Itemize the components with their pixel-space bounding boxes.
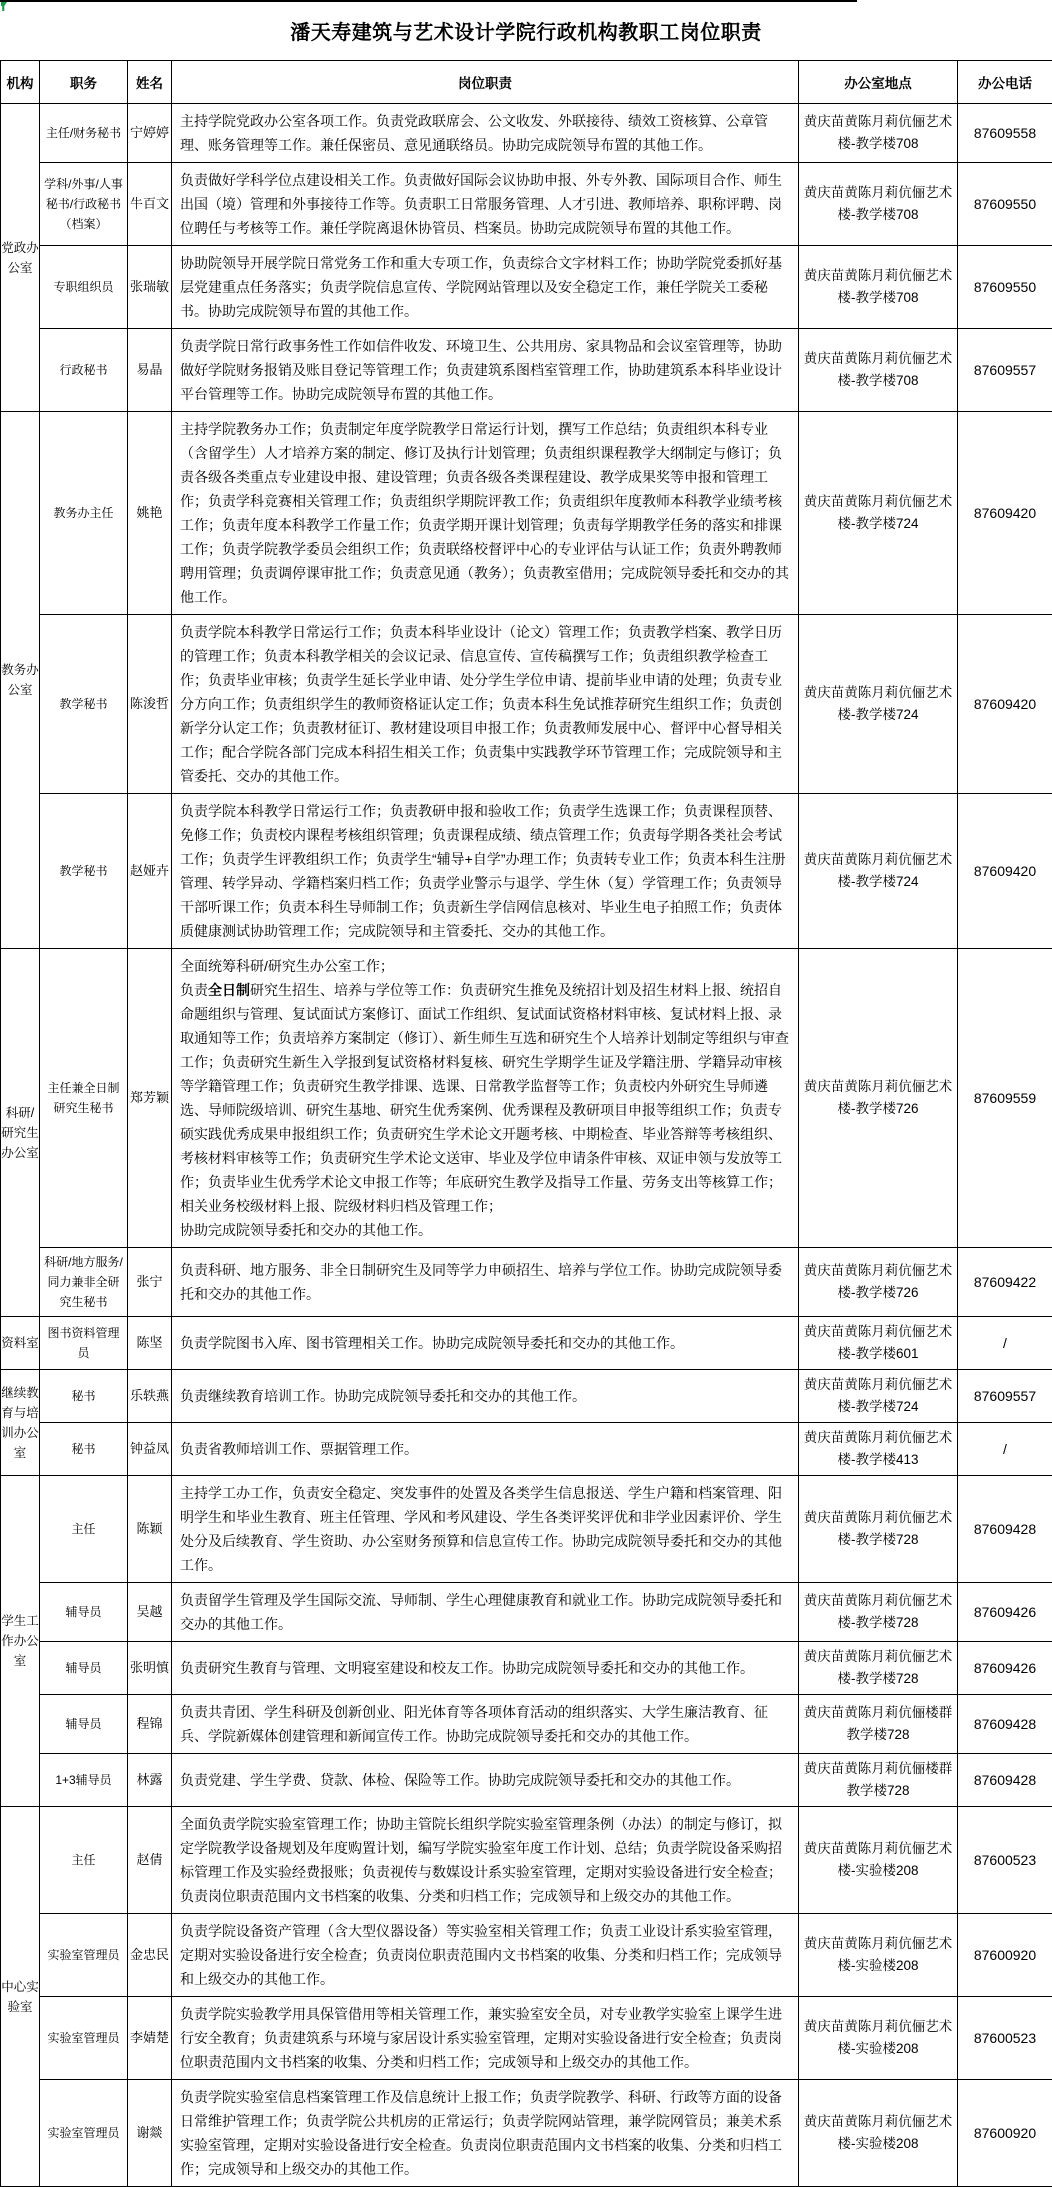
phone-cell: 87609422: [958, 1248, 1052, 1317]
location-cell: 黄庆苗黄陈月莉伉俪艺术楼-教学楼708: [799, 163, 958, 246]
location-cell: 黄庆苗黄陈月莉伉俪艺术楼-教学楼724: [799, 794, 958, 949]
duties-cell: 负责党建、学生学费、贷款、体检、保险等工作。协助完成院领导委托和交办的其他工作。: [172, 1754, 799, 1807]
table-row: [1, 1807, 1052, 1914]
phone-cell: 87609428: [958, 1754, 1052, 1807]
name-cell: 张明慎: [128, 1642, 172, 1695]
name-cell: 姚艳: [128, 412, 172, 615]
name-cell: 赵倩: [128, 1807, 172, 1914]
table-row: [1, 2080, 1052, 2187]
column-header-0: 机构: [1, 61, 40, 104]
duties-cell: 全面负责学院实验室管理工作；协助主管院长组织学院实验室管理条例（办法）的制定与修订，拟定学院教学设备规划及年度购置计划，编写学院实验室年度工作计划、总结；负责学院设备采购招标管理工作及实验经费报账；负责视传与数媒设计系实验室管理，定期对实验设备进行安全检查；负责岗位职责范围内文书档案的收集、分类和归档工作；完成领导和上级交办的其他工作。: [172, 1807, 799, 1914]
duties-text: 负责: [180, 982, 208, 998]
name-cell: 程锦: [128, 1695, 172, 1754]
phone-cell: 87600920: [958, 2080, 1052, 2187]
position-cell: 1+3辅导员: [40, 1754, 128, 1807]
position-cell: 主任/财务秘书: [40, 104, 128, 163]
position-cell: 教务办主任: [40, 412, 128, 615]
position-cell: 辅导员: [40, 1695, 128, 1754]
duties-text: 研究生招生、培养与学位等工作：负责研究生推免及统招计划及招生材料上报、统招自命题组织与管理、复试面试方案修订、面试工作组织、复试面试资格材料审核、复试材料上报、录取通知等工作；负责培养方案制定（修订）、新生师生互选和研究生个人培养计划制定等组织与审查工作；负责研究生新生入学报到复试资格材料复核、研究生学期学生证及学籍注册、学籍异动审核等学籍管理工作；负责研究生教学排课、选课、日常教学监督等工作；负责校内外研究生导师遴选、导师院级培训、研究生基地、研究生优秀案例、优秀课程及教研项目申报等组织工作；负责专硕实践优秀成果申报组织工作；负责研究生学术论文开题考核、中期检查、毕业答辩等考核组织、考核材料审核等工作；负责研究生学术论文送审、毕业及学位申请条件审核、双证申领与发放等工作；负责毕业生优秀学术论文申报工作等；年底研究生教学及指导工作量、劳务支出等核算工作；: [180, 982, 789, 1190]
location-cell: 黄庆苗黄陈月莉伉俪艺术楼-实验楼208: [799, 1807, 958, 1914]
position-cell: 学科/外事/人事秘书/行政秘书（档案）: [40, 163, 128, 246]
name-cell: 易晶: [128, 329, 172, 412]
name-cell: 张宁: [128, 1248, 172, 1317]
duties-cell: 负责科研、地方服务、非全日制研究生及同等学力申硕招生、培养与学位工作。协助完成院领导委托和交办的其他工作。: [172, 1248, 799, 1317]
phone-cell: 87609420: [958, 412, 1052, 615]
table-row: [1, 794, 1052, 949]
position-cell: 教学秘书: [40, 615, 128, 794]
phone-cell: 87609559: [958, 949, 1052, 1248]
position-cell: 主任兼全日制研究生秘书: [40, 949, 128, 1248]
phone-cell: /: [958, 1317, 1052, 1370]
phone-cell: 87609557: [958, 329, 1052, 412]
position-cell: 科研/地方服务/同力兼非全研究生秘书: [40, 1248, 128, 1317]
location-cell: 黄庆苗黄陈月莉伉俪艺术楼-教学楼726: [799, 1248, 958, 1317]
location-cell: 黄庆苗黄陈月莉伉俪艺术楼-教学楼708: [799, 246, 958, 329]
org-cell: 中心实验室: [1, 1807, 40, 2187]
location-cell: 黄庆苗黄陈月莉伉俪艺术楼-教学楼708: [799, 104, 958, 163]
table-row: [1, 1754, 1052, 1807]
name-cell: 金忠民: [128, 1914, 172, 1997]
table-row: [1, 949, 1052, 1248]
page-title: 潘天寿建筑与艺术设计学院行政机构教职工岗位职责: [0, 0, 1052, 60]
table-row: [1, 1642, 1052, 1695]
duties-cell: 负责研究生教育与管理、文明寝室建设和校友工作。协助完成院领导委托和交办的其他工作。: [172, 1642, 799, 1695]
table-row: [1, 163, 1052, 246]
phone-cell: 87609557: [958, 1370, 1052, 1423]
name-cell: 李婧楚: [128, 1997, 172, 2080]
duties-cell: 负责省教师培训工作、票据管理工作。: [172, 1423, 799, 1476]
location-cell: 黄庆苗黄陈月莉伉俪艺术楼-教学楼728: [799, 1583, 958, 1642]
column-header-2: 姓名: [128, 61, 172, 104]
position-cell: 行政秘书: [40, 329, 128, 412]
phone-cell: 87609550: [958, 246, 1052, 329]
location-cell: 黄庆苗黄陈月莉伉俪艺术楼-教学楼708: [799, 329, 958, 412]
phone-cell: 87609428: [958, 1695, 1052, 1754]
position-cell: 秘书: [40, 1423, 128, 1476]
location-cell: 黄庆苗黄陈月莉伉俪楼群教学楼728: [799, 1754, 958, 1807]
duties-cell: 负责留学生管理及学生国际交流、导师制、学生心理健康教育和就业工作。协助完成院领导委托和交办的其他工作。: [172, 1583, 799, 1642]
table-body: [1, 104, 1052, 2187]
phone-cell: 87609558: [958, 104, 1052, 163]
table-row: [1, 1997, 1052, 2080]
position-cell: 主任: [40, 1807, 128, 1914]
org-cell: 教务办公室: [1, 412, 40, 949]
location-cell: 黄庆苗黄陈月莉伉俪艺术楼-教学楼728: [799, 1642, 958, 1695]
table-row: [1, 329, 1052, 412]
name-cell: 乐轶燕: [128, 1370, 172, 1423]
phone-cell: 87600920: [958, 1914, 1052, 1997]
name-cell: 谢燚: [128, 2080, 172, 2187]
name-cell: 陈坚: [128, 1317, 172, 1370]
duties-text: 全面统筹科研/研究生办公室工作；: [180, 958, 394, 974]
column-header-1: 职务: [40, 61, 128, 104]
table-row: [1, 1914, 1052, 1997]
position-cell: 辅导员: [40, 1583, 128, 1642]
duties-cell: 负责学院日常行政事务性工作如信件收发、环境卫生、公共用房、家具物品和会议室管理等，协助做好学院财务报销及账目登记等管理工作；负责建筑系图档室管理工作，协助建筑系本科毕业设计平台管理等工作。协助完成院领导布置的其他工作。: [172, 329, 799, 412]
table-row: [1, 1695, 1052, 1754]
name-cell: 宁婷婷: [128, 104, 172, 163]
position-cell: 教学秘书: [40, 794, 128, 949]
duties-cell: 负责学院图书入库、图书管理相关工作。协助完成院领导委托和交办的其他工作。: [172, 1317, 799, 1370]
table-row: [1, 104, 1052, 163]
position-cell: 秘书: [40, 1370, 128, 1423]
phone-cell: 87609426: [958, 1583, 1052, 1642]
location-cell: 黄庆苗黄陈月莉伉俪艺术楼-实验楼208: [799, 1914, 958, 1997]
column-header-5: 办公电话: [958, 61, 1052, 104]
duties-cell: 负责学院本科教学日常运行工作；负责本科毕业设计（论文）管理工作；负责教学档案、教学日历的管理工作；负责本科教学相关的会议记录、信息宣传、宣传稿撰写工作；负责组织教学检查工作；负责毕业审核；负责学生延长学业申请、处分学生学位申请、提前毕业申请的处理；负责专业分方向工作；负责组织学生的教师资格证认定工作；负责本科生免试推荐研究生组织工作；负责创新学分认定工作；负责教材征订、教材建设项目申报工作；负责教师发展中心、督评中心督导相关工作；配合学院各部门完成本科招生相关工作；负责集中实践教学环节管理工作；完成院领导和主管委托、交办的其他工作。: [172, 615, 799, 794]
duties-cell: 主持学院党政办公室各项工作。负责党政联席会、公文收发、外联接待、绩效工资核算、公章管理、账务管理等工作。兼任保密员、意见通联络员。协助完成院领导布置的其他工作。: [172, 104, 799, 163]
position-cell: 辅导员: [40, 1642, 128, 1695]
table-row: [1, 1317, 1052, 1370]
name-cell: 郑芳颖: [128, 949, 172, 1248]
location-cell: 黄庆苗黄陈月莉伉俪艺术楼-教学楼413: [799, 1423, 958, 1476]
duties-text: 协助完成院领导委托和交办的其他工作。: [180, 1222, 432, 1238]
position-cell: 实验室管理员: [40, 1997, 128, 2080]
org-cell: 继续教育与培训办公室: [1, 1370, 40, 1476]
position-cell: 专职组织员: [40, 246, 128, 329]
position-cell: 主任: [40, 1476, 128, 1583]
top-border-line: [0, 0, 857, 2]
duties-cell: 主持学工办工作，负责安全稳定、突发事件的处置及各类学生信息报送、学生户籍和档案管理、阳明学生和毕业生教育、班主任管理、学风和考风建设、学生各类评奖评优和非学业因素评价、学生处分及后续教育、学生资助、办公室财务预算和信息宣传工作。协助完成院领导委托和交办的其他工作。: [172, 1476, 799, 1583]
column-header-4: 办公室地点: [799, 61, 958, 104]
phone-cell: /: [958, 1423, 1052, 1476]
table-row: [1, 1248, 1052, 1317]
duties-cell: 主持学院教务办工作；负责制定年度学院教学日常运行计划，撰写工作总结；负责组织本科专业（含留学生）人才培养方案的制定、修订及执行计划管理；负责组织课程教学大纲制定与修订；负责各级各类重点专业建设申报、建设管理；负责各级各类课程建设、教学成果奖等申报和管理工作；负责学科竞赛相关管理工作；负责组织学期院评教工作；负责组织年度教师本科教学业绩考核工作；负责年度本科教学工作量工作；负责学期开课计划管理；负责每学期教学任务的落实和排课工作；负责学院教学委员会组织工作；负责联络校督评中心的专业评估与认证工作；负责外聘教师聘用管理；负责调停课审批工作；负责意见通（教务）；负责教室借用；完成院领导委托和交办的其他工作。: [172, 412, 799, 615]
name-cell: 钟益凤: [128, 1423, 172, 1476]
name-cell: 张瑞敏: [128, 246, 172, 329]
position-cell: 实验室管理员: [40, 2080, 128, 2187]
duties-bold-text: 全日制: [208, 982, 250, 998]
table-row: [1, 246, 1052, 329]
location-cell: 黄庆苗黄陈月莉伉俪艺术楼-教学楼724: [799, 1370, 958, 1423]
table-row: [1, 615, 1052, 794]
duties-cell: 协助院领导开展学院日常党务工作和重大专项工作，负责综合文字材料工作；协助学院党委抓好基层党建重点任务落实；负责学院信息宣传、学院网站管理以及安全稳定工作，兼任学院关工委秘书。协助完成院领导布置的其他工作。: [172, 246, 799, 329]
name-cell: 赵娅卉: [128, 794, 172, 949]
duties-cell: 负责学院设备资产管理（含大型仪器设备）等实验室相关管理工作；负责工业设计系实验室管理，定期对实验设备进行安全检查；负责岗位职责范围内文书档案的收集、分类和归档工作；完成领导和上级交办的其他工作。: [172, 1914, 799, 1997]
location-cell: 黄庆苗黄陈月莉伉俪艺术楼-教学楼728: [799, 1476, 958, 1583]
name-cell: 陈浚哲: [128, 615, 172, 794]
table-row: [1, 1423, 1052, 1476]
duties-cell: 负责共青团、学生科研及创新创业、阳光体育等各项体育活动的组织落实、大学生廉洁教育、征兵、学院新媒体创建管理和新闻宣传工作。协助完成院领导委托和交办的其他工作。: [172, 1695, 799, 1754]
position-cell: 图书资料管理员: [40, 1317, 128, 1370]
position-cell: 实验室管理员: [40, 1914, 128, 1997]
phone-cell: 87609550: [958, 163, 1052, 246]
name-cell: 吴越: [128, 1583, 172, 1642]
location-cell: 黄庆苗黄陈月莉伉俪楼群教学楼728: [799, 1695, 958, 1754]
job-duties-table: [0, 60, 1052, 2187]
phone-cell: 87600523: [958, 1807, 1052, 1914]
duties-cell: 负责继续教育培训工作。协助完成院领导委托和交办的其他工作。: [172, 1370, 799, 1423]
name-cell: 牛百文: [128, 163, 172, 246]
location-cell: 黄庆苗黄陈月莉伉俪艺术楼-教学楼601: [799, 1317, 958, 1370]
table-row: [1, 1370, 1052, 1423]
table-row: [1, 412, 1052, 615]
name-cell: 林露: [128, 1754, 172, 1807]
phone-cell: 87609420: [958, 794, 1052, 949]
org-cell: 党政办公室: [1, 104, 40, 412]
phone-cell: 87609428: [958, 1476, 1052, 1583]
column-header-3: 岗位职责: [172, 61, 799, 104]
location-cell: 黄庆苗黄陈月莉伉俪艺术楼-教学楼726: [799, 949, 958, 1248]
org-cell: 学生工作办公室: [1, 1476, 40, 1807]
name-cell: 陈颖: [128, 1476, 172, 1583]
duties-cell: 负责做好学科学位点建设相关工作。负责做好国际会议协助申报、外专外教、国际项目合作、师生出国（境）管理和外事接待工作等。负责职工日常服务管理、人才引进、教师培养、职称评聘、岗位聘任与考核等工作。兼任学院离退休协管员、档案员。协助完成院领导布置的其他工作。: [172, 163, 799, 246]
location-cell: 黄庆苗黄陈月莉伉俪艺术楼-实验楼208: [799, 2080, 958, 2187]
header-row: [1, 61, 1052, 104]
org-cell: 资料室: [1, 1317, 40, 1370]
duties-cell: 负责学院实验室信息档案管理工作及信息统计上报工作；负责学院教学、科研、行政等方面的设备日常维护管理工作；负责学院公共机房的正常运行；负责学院网站管理，兼学院网管员；兼美术系实验室管理，定期对实验设备进行安全检查。负责岗位职责范围内文书档案的收集、分类和归档工作；完成领导和上级交办的其他工作。: [172, 2080, 799, 2187]
location-cell: 黄庆苗黄陈月莉伉俪艺术楼-实验楼208: [799, 1997, 958, 2080]
duties-text: 相关业务校级材料上报、院级材料归档及管理工作；: [180, 1198, 502, 1214]
location-cell: 黄庆苗黄陈月莉伉俪艺术楼-教学楼724: [799, 615, 958, 794]
phone-cell: 87600523: [958, 1997, 1052, 2080]
duties-cell: [172, 949, 799, 1248]
phone-cell: 87609426: [958, 1642, 1052, 1695]
table-row: [1, 1476, 1052, 1583]
duties-cell: 负责学院本科教学日常运行工作；负责教研申报和验收工作；负责学生选课工作；负责课程顶替、免修工作；负责校内课程考核组织管理；负责课程成绩、绩点管理工作；负责每学期各类社会考试工作；负责学生评教组织工作；负责学生“辅导+自学”办理工作；负责转专业工作；负责本科生注册管理、转学异动、学籍档案归档工作；负责学业警示与退学、学生休（复）学管理工作；负责领导干部听课工作；负责本科生导师制工作；负责新生学信网信息核对、毕业生电子拍照工作；负责体质健康测试协助管理工作；完成院领导和主管委托、交办的其他工作。: [172, 794, 799, 949]
location-cell: 黄庆苗黄陈月莉伉俪艺术楼-教学楼724: [799, 412, 958, 615]
table-row: [1, 1583, 1052, 1642]
phone-cell: 87609420: [958, 615, 1052, 794]
duties-cell: 负责学院实验教学用具保管借用等相关管理工作，兼实验室安全员，对专业教学实验室上课学生进行安全教育；负责建筑系与环境与家居设计系实验室管理，定期对实验设备进行安全检查；负责岗位职责范围内文书档案的收集、分类和归档工作；完成领导和上级交办的其他工作。: [172, 1997, 799, 2080]
org-cell: 科研/研究生办公室: [1, 949, 40, 1317]
